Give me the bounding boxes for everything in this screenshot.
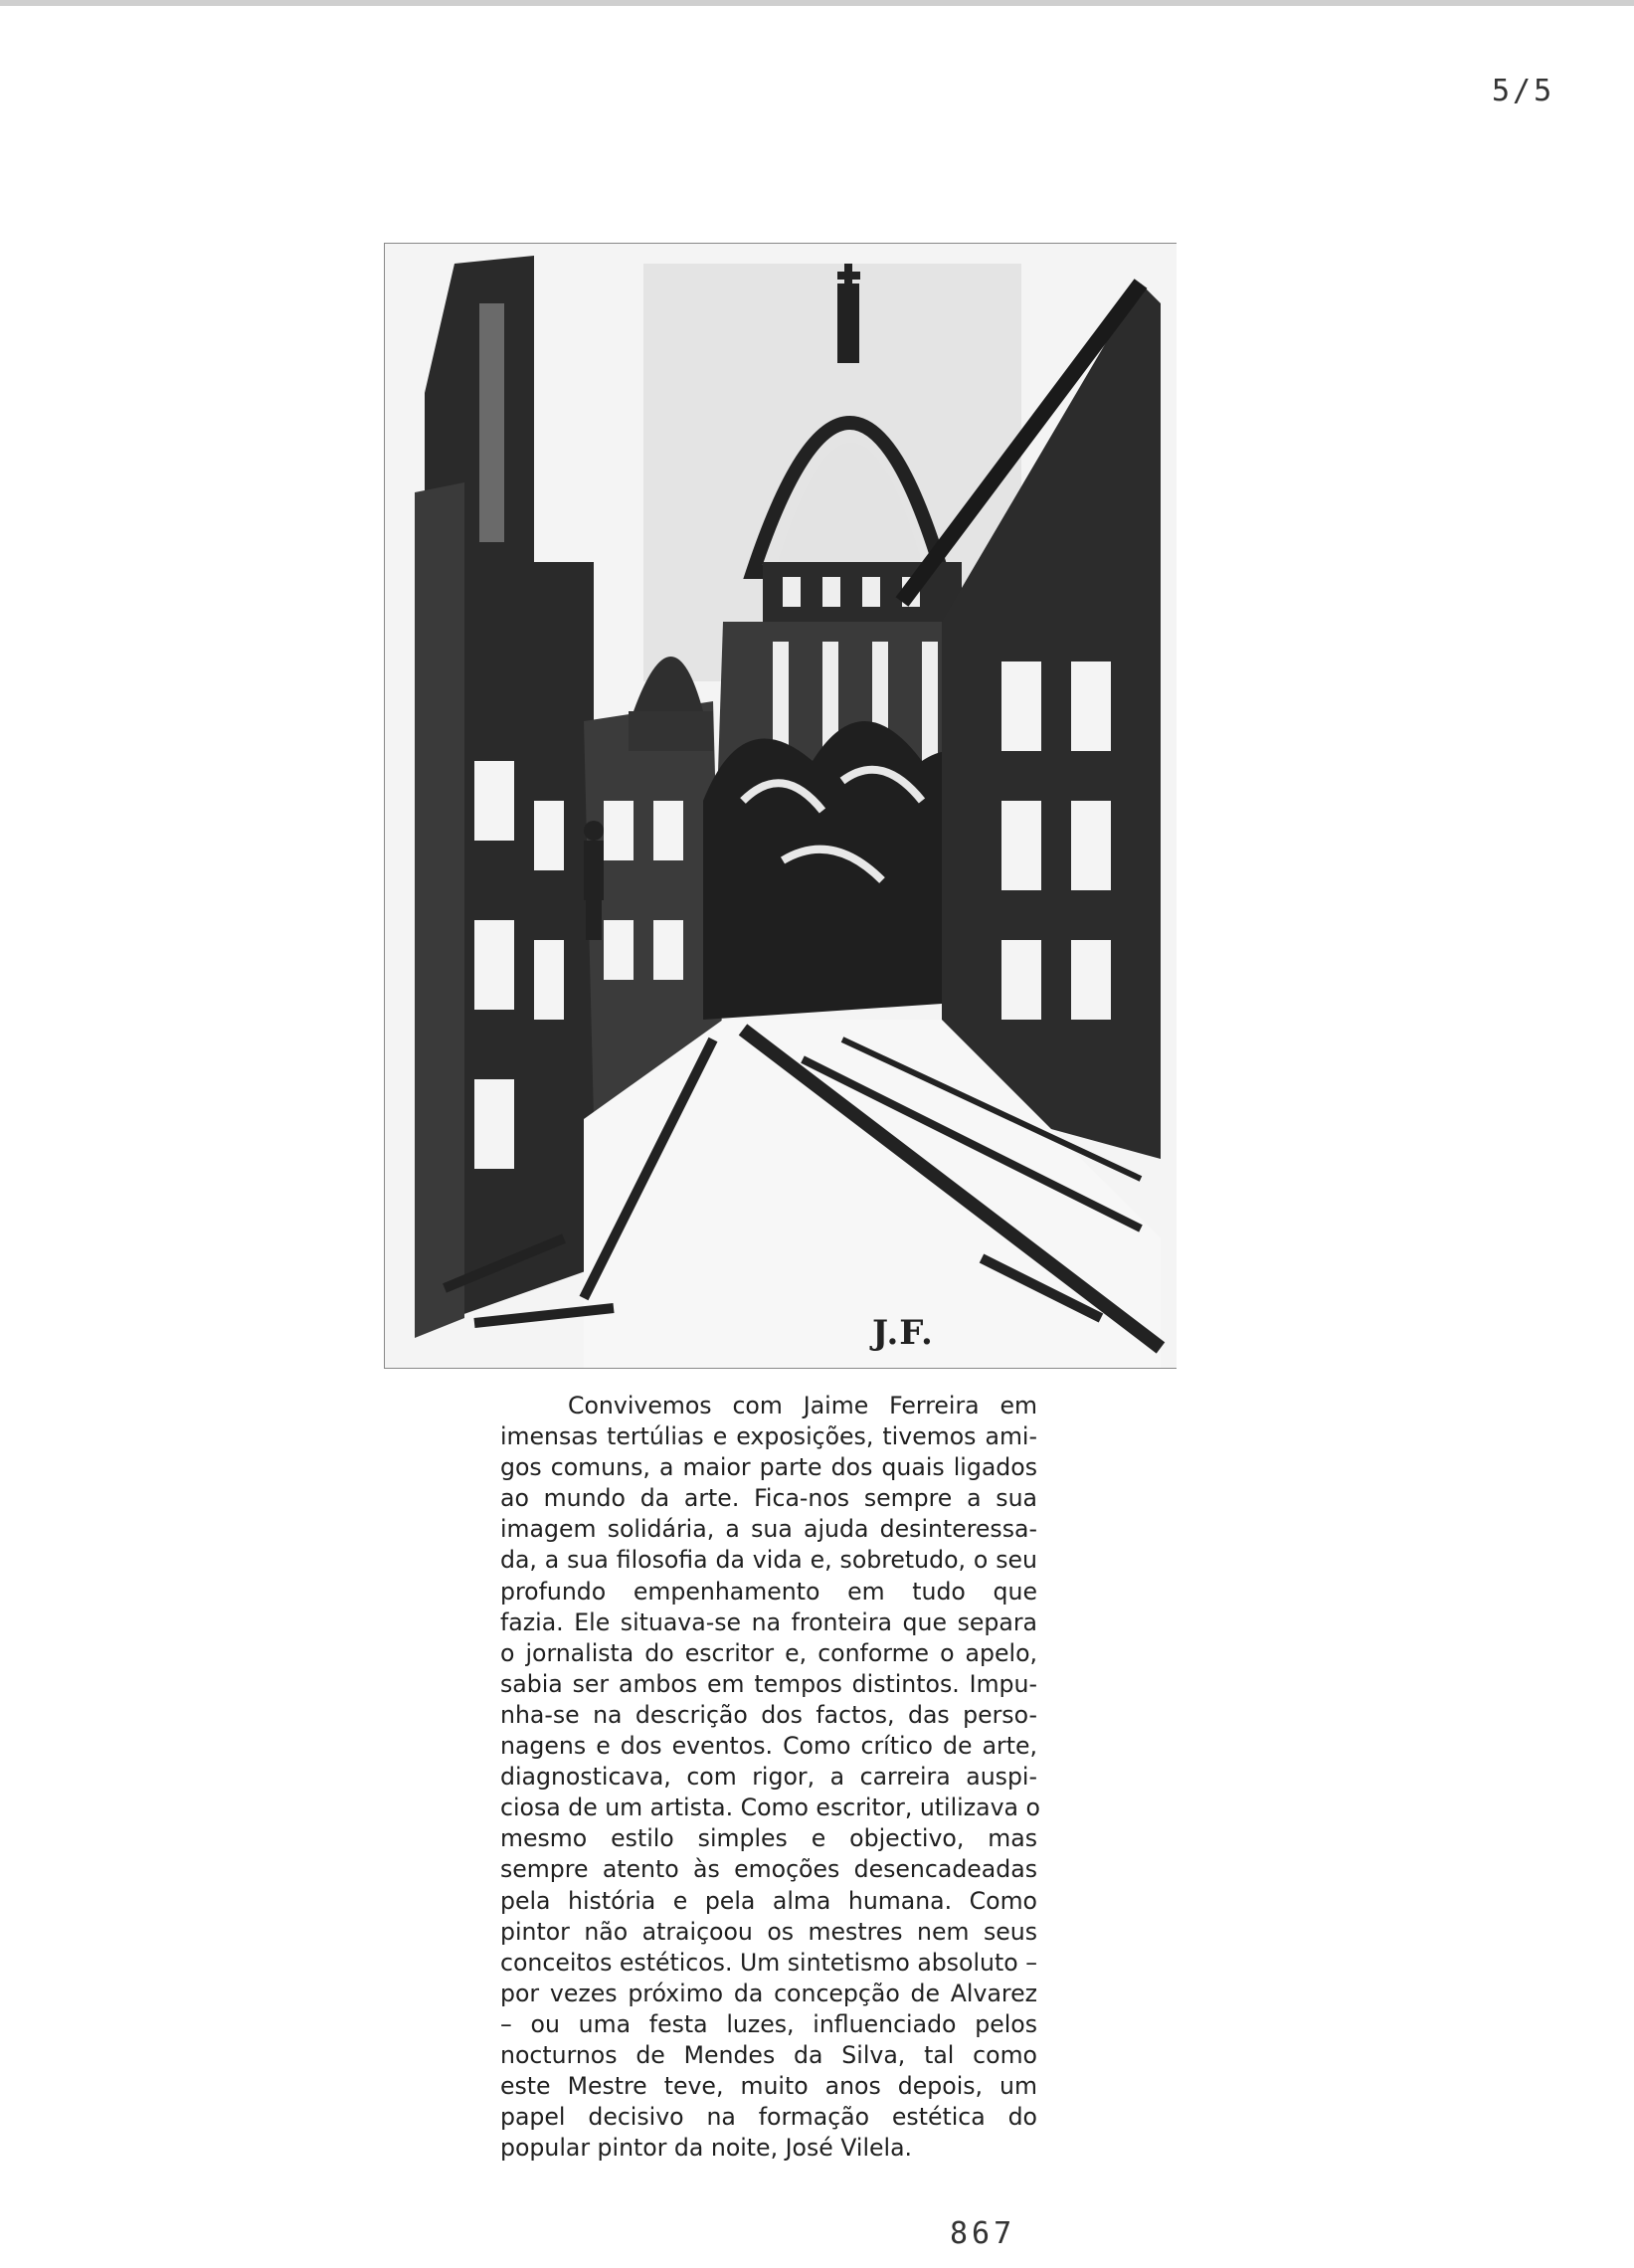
article-line: popular pintor da noite, José Vilela.: [500, 2134, 913, 2163]
left-window-1: [474, 761, 514, 841]
article-line: diagnosticava, com rigor, a carreira auspi-: [500, 1763, 1037, 1792]
left-building-light: [479, 303, 504, 542]
drum-window-2: [822, 577, 840, 607]
walking-figure-legs: [586, 900, 602, 940]
article-line: sempre atento às emoções desencadeadas: [500, 1855, 1037, 1884]
article-line: ao mundo da arte. Fica-nos sempre a sua: [500, 1484, 1037, 1513]
article-line: imagem solidária, a sua ajuda desinteressa-: [500, 1515, 1037, 1544]
left-facade: [415, 482, 464, 1338]
article-line: sabia ser ambos em tempos distintos. Impu-: [500, 1669, 1037, 1698]
middle-window-2: [653, 801, 683, 860]
page-number: 867: [950, 2216, 1016, 2251]
article-line: profundo empenhamento em tudo que: [500, 1577, 1037, 1606]
top-scan-rule: [0, 0, 1634, 6]
article-line: gos comuns, a maior parte dos quais ligados: [500, 1453, 1037, 1482]
right-window-1: [1001, 662, 1041, 751]
left-window-2: [534, 801, 564, 870]
middle-window-3: [604, 920, 634, 980]
article-line: pela história e pela alma humana. Como: [500, 1886, 1037, 1915]
article-line: – ou uma festa luzes, influenciado pelos: [500, 2009, 1037, 2038]
article-line: Convivemos com Jaime Ferreira em: [568, 1392, 1037, 1419]
article-line: pintor não atraiçoou os mestres nem seus: [500, 1917, 1037, 1946]
middle-window-1: [604, 801, 634, 860]
montmartre-street-drawing: [385, 244, 1177, 1368]
right-window-4: [1071, 801, 1111, 890]
article-line: nha-se na descrição dos factos, das perso-: [500, 1700, 1037, 1729]
article-line: papel decisivo na formação estética do: [500, 2103, 1037, 2132]
article-line: nagens e dos eventos. Como crítico de arte,: [500, 1732, 1037, 1761]
ink-drawing-illustration: [384, 243, 1177, 1369]
page-fraction: 5/5: [1492, 74, 1555, 108]
article-line: por vezes próximo da concepção de Alvarez: [500, 1979, 1037, 2007]
article-paragraph: [500, 1391, 1040, 2164]
basilica-column-4: [922, 642, 938, 761]
middle-window-4: [653, 920, 683, 980]
article-line: ciosa de um artista. Como escritor, utilizava o: [500, 1794, 1040, 1822]
walking-figure-body: [584, 841, 604, 900]
left-window-4: [534, 940, 564, 1020]
article-line: este Mestre teve, muito anos depois, um: [500, 2072, 1037, 2101]
article-line: conceitos estéticos. Um sintetismo absoluto –: [500, 1948, 1037, 1977]
right-window-3: [1001, 801, 1041, 890]
left-window-5: [474, 1079, 514, 1169]
article-line: nocturnos de Mendes da Silva, tal como: [500, 2040, 1037, 2069]
article-line: imensas tertúlias e exposições, tivemos ami-: [500, 1422, 1037, 1451]
left-window-3: [474, 920, 514, 1010]
article-line: mesmo estilo simples e objectivo, mas: [500, 1824, 1037, 1853]
small-dome-base: [629, 711, 713, 751]
article-line: o jornalista do escritor e, conforme o apelo,: [500, 1638, 1037, 1667]
drum-window-1: [783, 577, 801, 607]
article-line: fazia. Ele situava-se na fronteira que separa: [500, 1607, 1037, 1636]
right-window-6: [1071, 940, 1111, 1020]
drum-window-3: [862, 577, 880, 607]
right-window-2: [1071, 662, 1111, 751]
artist-signature: J.F.: [872, 1313, 934, 1353]
right-window-5: [1001, 940, 1041, 1020]
article-line: da, a sua filosofia da vida e, sobretudo, o seu: [500, 1546, 1037, 1575]
dome-lantern: [837, 284, 859, 363]
walking-figure-head: [584, 821, 604, 841]
